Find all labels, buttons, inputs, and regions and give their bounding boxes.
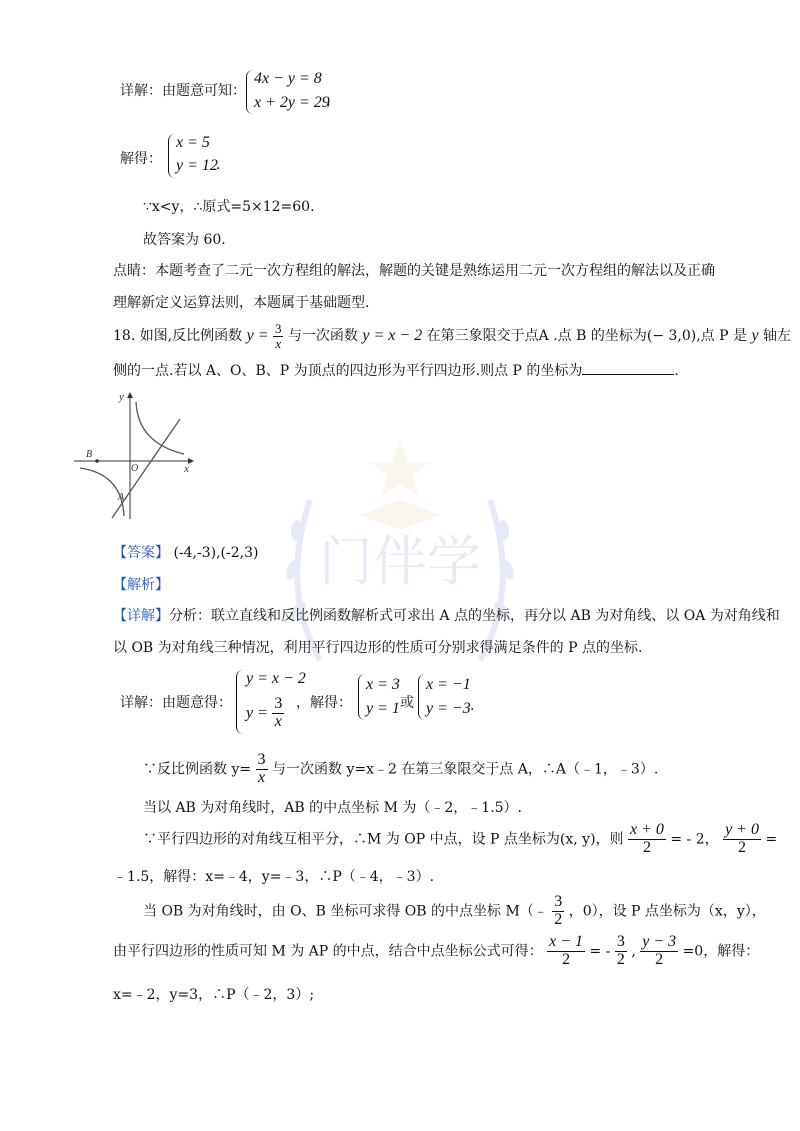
y-axis-arrow [127,392,133,398]
solve-label-1: 解得： [120,151,162,167]
analysis-line-9: x=﹣2，y=3，∴P（﹣2，3）; [113,987,315,1003]
brace-2 [168,134,175,178]
line8-c: , [631,943,636,960]
analysis-line-4: 当以 AB 为对角线时，AB 的中点坐标 M 为（﹣2，﹣1.5）. [143,800,523,816]
comment-line-1: 点睛：本题考查了二元一次方程组的解法，解题的关键是熟练运用二元一次方程组的解法以及正确 [113,263,715,279]
answer-blank [582,362,674,375]
line8-f2-den: 2 [616,950,625,968]
question-number: 18. [113,328,136,345]
linear-function-line [112,419,180,518]
analysis-line-2: 以 OB 为对角线三种情况，利用平行四边形的性质可分别求得满足条件的 P 点的坐标. [113,640,643,656]
or-text: 或 [400,695,414,711]
line7-num: 3 [554,893,563,910]
brace-1 [246,70,253,114]
line5-f1-den: 2 [642,838,651,856]
equation-2: x + 2y = 29 [254,94,330,111]
system-eq-1: y = x − 2 [246,670,306,687]
line7-fraction [552,894,564,929]
line3-num: 3 [257,751,266,768]
line8-d: =0，解得： [682,943,760,960]
solution-a-x: x = 3 [366,676,400,693]
q18-linear: y = x − 2 [362,327,423,345]
line8-f1-num: x − 1 [549,933,584,950]
line7-b: ，0），设 P 点坐标为（x，y）， [568,903,766,920]
brace-5 [418,674,425,720]
function-graph [72,388,200,520]
q18-text-a: 如图,反比例函数 [139,328,243,345]
analysis-text-1: 分析：联立直线和反比例函数解析式可求出 A 点的坐标，再分以 AB 为对角线、以 OA 为对角线和 [169,608,780,624]
line3-a: ∵反比例函数 y= [143,761,252,778]
analysis-line-1 [113,605,780,625]
line5-c: = [765,831,778,848]
line8-f2-num: 3 [616,933,625,950]
q18-line2-end: . [674,363,679,379]
line8-f3-den: 2 [655,950,664,968]
q18-fraction [273,322,284,350]
q18-frac-den: x [275,335,282,351]
line8-f1-den: 2 [562,950,571,968]
analysis-tag: 【解析】 [113,577,169,593]
line5-a: ∵平行四边形的对角线互相平分，∴M 为 OP 中点，设 P 点坐标为(x, y)，则 [143,831,624,848]
watermark-text: 门伴学 [319,530,481,593]
q18-line2: 侧的一点.若以 A、O、B、P 为顶点的四边形为平行四边形.则点 P 的坐标为 [113,363,583,379]
solution-b-y: y = −3 [426,700,471,717]
system-eq-2-lhs: y = [246,704,268,722]
line3-den: x [257,768,266,786]
line5-f2-num: y + 0 [725,821,759,838]
line8-fraction-2 [615,934,627,969]
line7-a: 当 OB 为对角线时，由 O、B 坐标可求得 OB 的中点坐标 M（﹣ [143,903,548,920]
line7-den: 2 [554,910,563,928]
brace-3 [236,670,243,734]
q18-frac-lhs: y = [246,327,269,345]
answer-line: 故答案为 60. [143,232,226,248]
question-18-line-1 [113,322,791,350]
system-frac-num: 3 [274,695,283,712]
label-o: O [131,463,139,474]
solution-a-y: y = 1 [366,700,400,717]
question-18-line-2 [113,360,679,380]
answer-value: (-4,-3),(-2,3) [173,545,259,561]
comma-1: ， [326,93,340,109]
solution-b-x: x = −1 [426,676,471,693]
q18-text-c: 在第三象限交于点A .点 B 的坐标为(− 3,0),点 P 是 [426,328,747,345]
system-eq-2-fraction [272,696,284,731]
comment-line-2: 理解新定义运算法则，本题属于基础题型. [113,295,370,311]
line5-f2-den: 2 [738,838,747,856]
line5-fraction-1 [628,822,666,857]
solution-b-end: . [470,698,475,714]
detail-label-2: 详解：由题意得： [120,695,232,711]
x-axis-arrow [188,458,194,464]
detail-label-1: 详解：由题意可知： [120,83,246,99]
equation-1: 4x − y = 8 [254,70,322,87]
period-1: ． [216,157,230,173]
analysis-line-8 [113,934,759,969]
analysis-line-5 [143,822,777,857]
detail-tag: 【详解】 [113,608,169,624]
system-eq-2 [246,696,284,731]
analysis-line-7 [143,894,766,929]
point-b [95,459,99,463]
q18-text-b: 与一次函数 [287,328,358,345]
line5-fraction-2 [723,822,761,857]
answer-row [113,542,258,562]
q18-y-letter: y [751,327,759,345]
line8-b: = - [589,943,611,960]
hyperbola-branch-q1 [136,402,184,454]
analysis-line-3 [143,752,658,787]
line8-a: 由平行四边形的性质可知 M 为 AP 的中点，结合中点坐标公式可得： [113,943,543,960]
line8-f3-num: y − 3 [642,933,677,950]
analysis-line-6: ﹣1.5，解得：x=﹣4，y=﹣3，∴P（﹣4，﹣3）. [113,869,435,885]
label-x: x [184,463,189,475]
q18-frac-num: 3 [274,321,282,336]
q18-text-d: 轴左 [763,328,791,345]
system-frac-den: x [274,712,282,730]
label-b: B [86,449,93,460]
label-a: A [118,492,125,503]
line3-b: 与一次函数 y=x﹣2 在第三象限交于点 A，∴A（﹣1，﹣3）. [272,761,659,778]
line8-fraction-1 [547,934,585,969]
line3-fraction [256,752,268,787]
answer-tag: 【答案】 [113,545,169,561]
solution-x: x = 5 [176,134,210,151]
label-y: y [119,391,124,403]
line5-f1-num: x + 0 [629,821,664,838]
line8-fraction-3 [640,934,678,969]
because-line: ∵x<y，∴原式=5×12=60. [143,199,315,215]
solution-y: y = 12 [176,157,218,174]
brace-4 [358,674,365,720]
solve-label-2: ，解得： [296,695,352,711]
line5-b: = - 2， [670,831,719,848]
